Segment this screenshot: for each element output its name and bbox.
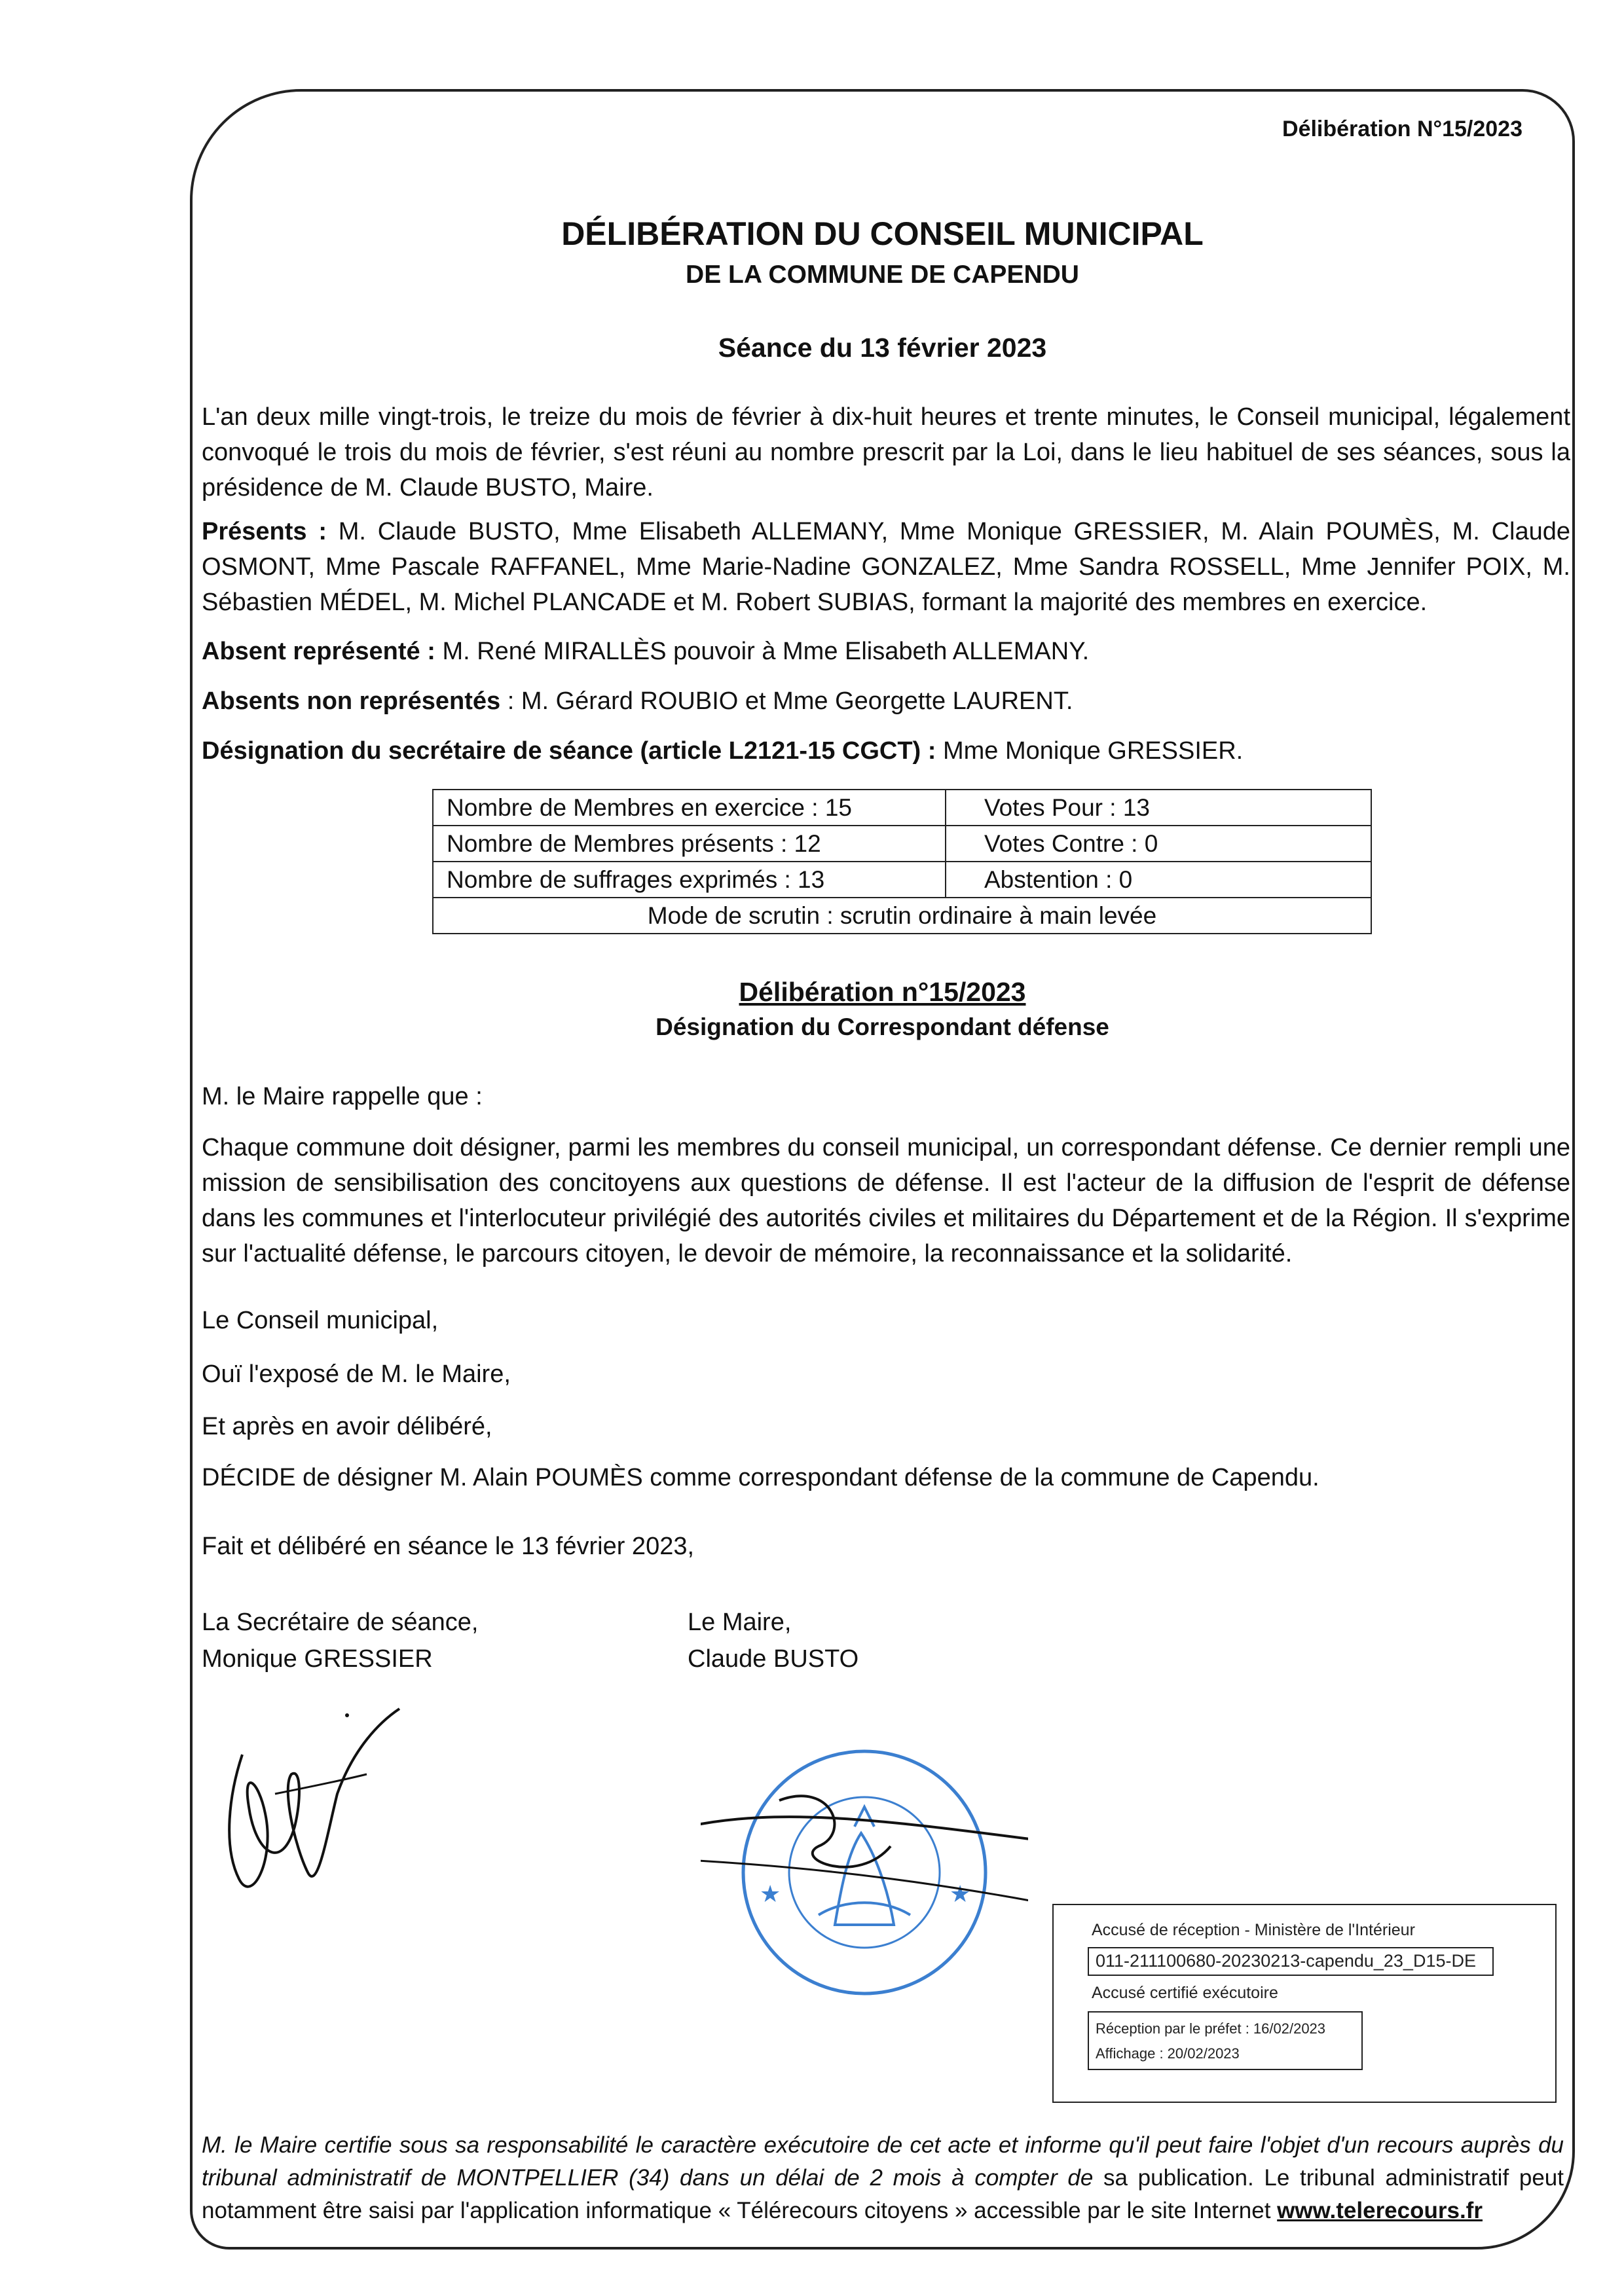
session-date: Séance du 13 février 2023	[718, 333, 1047, 363]
stamp-display-date: Affichage : 20/02/2023	[1096, 2045, 1240, 2062]
secretary-role: La Secrétaire de séance,	[202, 1609, 479, 1636]
deliberated-line: Et après en avoir délibéré,	[202, 1413, 492, 1440]
present-members	[202, 514, 1570, 620]
secretary-signature-icon	[203, 1696, 419, 1925]
document-title: DÉLIBÉRATION DU CONSEIL MUNICIPAL	[561, 215, 1204, 252]
deliberation-body: Chaque commune doit désigner, parmi les membres du conseil municipal, un correspondant défense. Ce dernier rempli une mission de sensibilisation des concitoyens aux questions de défense. Il est l'acteur de la diffusion de l'esprit de défense dans les communes et l'interlocuteur privilégié des autorités civiles et militaires du Département et de la Région. Il s'exprime sur l'actualité défense, le parcours citoyen, le devoir de mémoire, la reconnaissance et la solidarité.	[202, 1134, 1570, 1267]
table-row	[433, 790, 1371, 826]
votes-cast: Nombre de suffrages exprimés : 13	[433, 862, 946, 898]
footer-plain: sa publication. Le tribunal administratif peut notamment être saisi par l'application informatique « Télérecours citoyens » accessible par le site Internet	[202, 2165, 1564, 2223]
secretary-designation	[202, 733, 1570, 769]
votes-table	[432, 789, 1372, 934]
represented-text: M. René MIRALLÈS pouvoir à Mme Elisabeth ALLEMANY.	[435, 638, 1090, 665]
town-seal-icon	[701, 1728, 1028, 2003]
stamp-reception-date: Réception par le préfet : 16/02/2023	[1096, 2020, 1326, 2037]
deliberation-reference: Délibération N°15/2023	[1282, 117, 1522, 141]
svg-text:★: ★	[950, 1881, 971, 1908]
table-row	[433, 826, 1371, 862]
council-line: Le Conseil municipal,	[202, 1307, 439, 1334]
abstentions: Abstention : 0	[946, 862, 1371, 898]
stamp-ministry-line: Accusé de réception - Ministère de l'Intérieur	[1092, 1921, 1415, 1939]
secretary-text: Mme Monique GRESSIER.	[936, 737, 1244, 765]
intro-paragraph: L'an deux mille vingt-trois, le treize du mois de février à dix-huit heures et trente minutes, le Conseil municipal, légalement convoqué le trois du mois de février, s'est réuni au nombre prescrit par la Loi, dans le lieu habituel de ses séances, sous la présidence de M. Claude BUSTO, Maire.	[202, 403, 1570, 501]
decision-line: DÉCIDE de désigner M. Alain POUMÈS comme correspondant défense de la commune de Capendu.	[202, 1464, 1320, 1491]
recall-line: M. le Maire rappelle que :	[202, 1083, 483, 1110]
votes-for: Votes Pour : 13	[946, 790, 1371, 826]
votes-against: Votes Contre : 0	[946, 826, 1371, 862]
document-subtitle: DE LA COMMUNE DE CAPENDU	[686, 261, 1079, 289]
stamp-certified-line: Accusé certifié exécutoire	[1092, 1984, 1278, 2002]
table-row	[433, 898, 1371, 934]
secretary-label: Désignation du secrétaire de séance (article L2121-15 CGCT) :	[202, 737, 936, 765]
members-present: Nombre de Membres présents : 12	[433, 826, 946, 862]
voting-mode: Mode de scrutin : scrutin ordinaire à main levée	[433, 898, 1371, 934]
absent-label: Absents non représentés	[202, 687, 501, 715]
present-label: Présents :	[202, 518, 327, 545]
stamp-dates	[1088, 2011, 1363, 2070]
absent-represented	[202, 634, 1570, 669]
telerecours-link[interactable]: www.telerecours.fr	[1277, 2198, 1483, 2223]
absent-text: : M. Gérard ROUBIO et Mme Georgette LAURENT.	[500, 687, 1073, 715]
svg-text:★: ★	[760, 1881, 781, 1908]
deliberation-subject: Désignation du Correspondant défense	[655, 1013, 1109, 1040]
secretary-name: Monique GRESSIER	[202, 1645, 433, 1673]
represented-label: Absent représenté :	[202, 638, 435, 665]
table-row	[433, 862, 1371, 898]
heard-line: Ouï l'exposé de M. le Maire,	[202, 1360, 511, 1388]
mayor-name: Claude BUSTO	[688, 1645, 859, 1673]
present-list: M. Claude BUSTO, Mme Elisabeth ALLEMANY, Mme Monique GRESSIER, M. Alain POUMÈS, M. Claude OSMONT, Mme Pascale RAFFANEL, Mme Marie-Nadine GONZALEZ, Mme Sandra ROSSELL, Mme Jennifer POIX, M. Sébastien MÉDEL, M. Michel PLANCADE et M. Robert SUBIAS, formant la majorité des membres en exercice.	[202, 518, 1570, 616]
reception-stamp	[1052, 1904, 1557, 2103]
mayor-signature-block	[688, 1604, 858, 1677]
secretary-signature-block	[202, 1604, 479, 1677]
stamp-act-id: 011-211100680-20230213-capendu_23_D15-DE	[1088, 1947, 1494, 1976]
absent-not-represented	[202, 683, 1570, 719]
members-in-office: Nombre de Membres en exercice : 15	[433, 790, 946, 826]
mayor-role: Le Maire,	[688, 1609, 792, 1636]
done-line: Fait et délibéré en séance le 13 février 2023,	[202, 1533, 695, 1560]
legal-footer	[202, 2129, 1564, 2227]
footer-italic: M. le Maire certifie sous sa responsabilité le caractère exécutoire de cet acte et informe qu'il peut faire l'objet d'un recours auprès du tribunal administratif de MONTPELLIER (34) dans un délai de 2 mois à compter de	[202, 2132, 1564, 2191]
deliberation-number: Délibération n°15/2023	[739, 977, 1026, 1007]
